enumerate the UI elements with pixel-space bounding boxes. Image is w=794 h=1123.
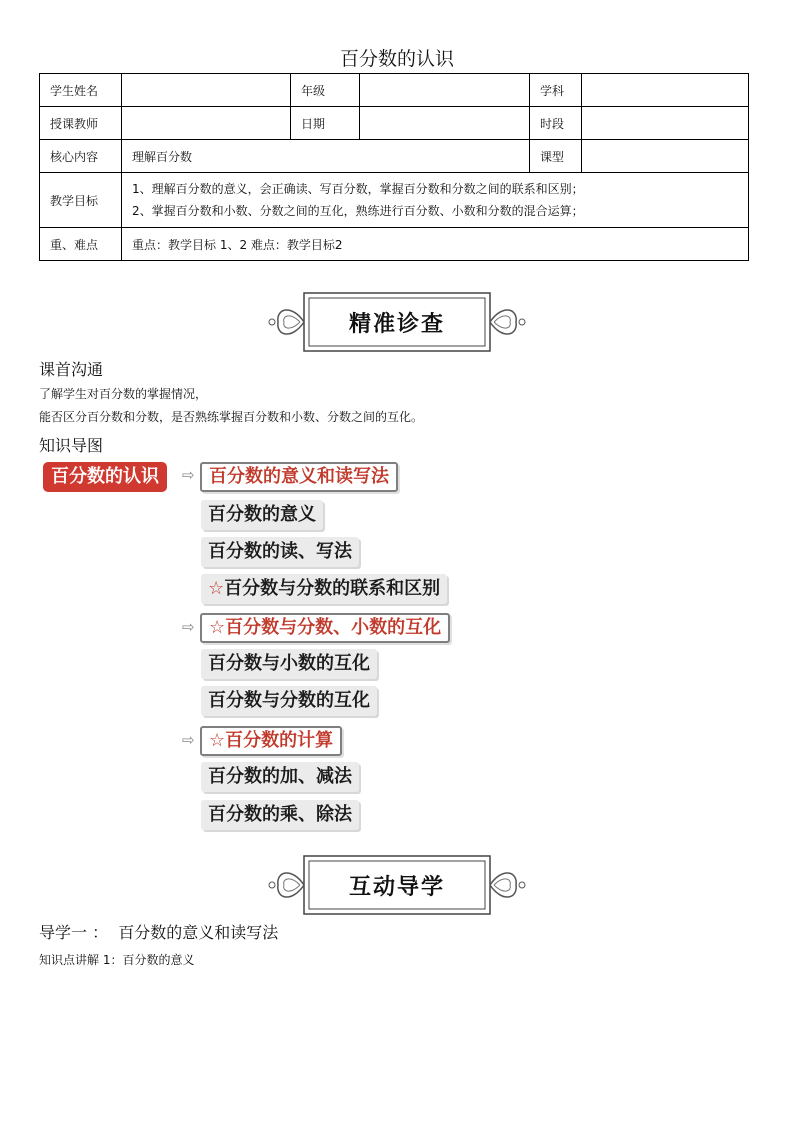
mindmap-item-starred: ☆百分数与分数的联系和区别 <box>201 574 447 604</box>
grade-label: 年级 <box>291 74 360 107</box>
period-field[interactable] <box>582 107 749 140</box>
student-name-label: 学生姓名 <box>40 74 122 107</box>
mindmap-root: 百分数的认识 <box>43 462 167 492</box>
guide-subheading: 知识点讲解 1：百分数的意义 <box>39 953 195 967</box>
mindmap-item: 百分数与小数的互化 <box>201 649 377 679</box>
pre-class-line-1: 了解学生对百分数的掌握情况， <box>39 387 208 401</box>
star-icon: ☆ <box>209 617 226 638</box>
mindmap-item: 百分数的乘、除法 <box>201 800 359 830</box>
arrow-right-icon: ⇨ <box>182 731 195 749</box>
mindmap-item: 百分数与分数的互化 <box>201 686 377 716</box>
lesson-type-label: 课型 <box>530 140 582 173</box>
arrow-right-icon: ⇨ <box>182 618 195 636</box>
banner-title: 互动导学 <box>348 874 445 900</box>
banner-title: 精准诊查 <box>348 311 445 337</box>
grade-field[interactable] <box>360 74 530 107</box>
table-row <box>40 107 749 140</box>
teacher-field[interactable] <box>122 107 291 140</box>
star-icon: ☆ <box>208 578 225 599</box>
mindmap-branch-2: ☆百分数与分数、小数的互化 <box>200 613 450 643</box>
table-row <box>40 140 749 173</box>
date-field[interactable] <box>360 107 530 140</box>
teacher-label: 授课教师 <box>40 107 122 140</box>
pre-class-heading: 课首沟通 <box>39 360 104 379</box>
lesson-type-field[interactable] <box>582 140 749 173</box>
mindmap-item: 百分数的意义 <box>201 500 323 530</box>
mindmap-item: 百分数的读、写法 <box>201 537 359 567</box>
core-content-value: 理解百分数 <box>122 140 530 173</box>
student-name-field[interactable] <box>122 74 291 107</box>
star-icon: ☆ <box>209 730 226 751</box>
arrow-right-icon: ⇨ <box>182 466 195 484</box>
objective-2: 2、掌握百分数和小数、分数之间的互化，熟练进行百分数、小数和分数的混合运算； <box>132 204 584 218</box>
guide-heading: 导学一 ： 百分数的意义和读写法 <box>39 923 279 942</box>
table-row <box>40 228 749 261</box>
section-banner-diagnosis <box>264 290 530 354</box>
date-label: 日期 <box>291 107 360 140</box>
mindmap-heading: 知识导图 <box>39 436 104 455</box>
objectives-cell <box>122 173 749 228</box>
lesson-info-table <box>39 73 749 261</box>
mindmap-branch-3: ☆百分数的计算 <box>200 726 342 756</box>
key-points-value: 重点：教学目标 1、2 难点：教学目标2 <box>122 228 749 261</box>
objectives-label: 教学目标 <box>40 173 122 228</box>
period-label: 时段 <box>530 107 582 140</box>
table-row <box>40 74 749 107</box>
table-row <box>40 173 749 228</box>
page-title: 百分数的认识 <box>339 48 454 70</box>
key-points-label: 重、难点 <box>40 228 122 261</box>
pre-class-line-2: 能否区分百分数和分数，是否熟练掌握百分数和小数、分数之间的互化。 <box>39 410 424 424</box>
mindmap-item: 百分数的加、减法 <box>201 762 359 792</box>
mindmap-branch-1: 百分数的意义和读写法 <box>200 462 398 492</box>
subject-label: 学科 <box>530 74 582 107</box>
section-banner-interactive <box>264 853 530 917</box>
subject-field[interactable] <box>582 74 749 107</box>
core-content-label: 核心内容 <box>40 140 122 173</box>
objective-1: 1、理解百分数的意义，会正确读、写百分数，掌握百分数和分数之间的联系和区别； <box>132 182 584 196</box>
